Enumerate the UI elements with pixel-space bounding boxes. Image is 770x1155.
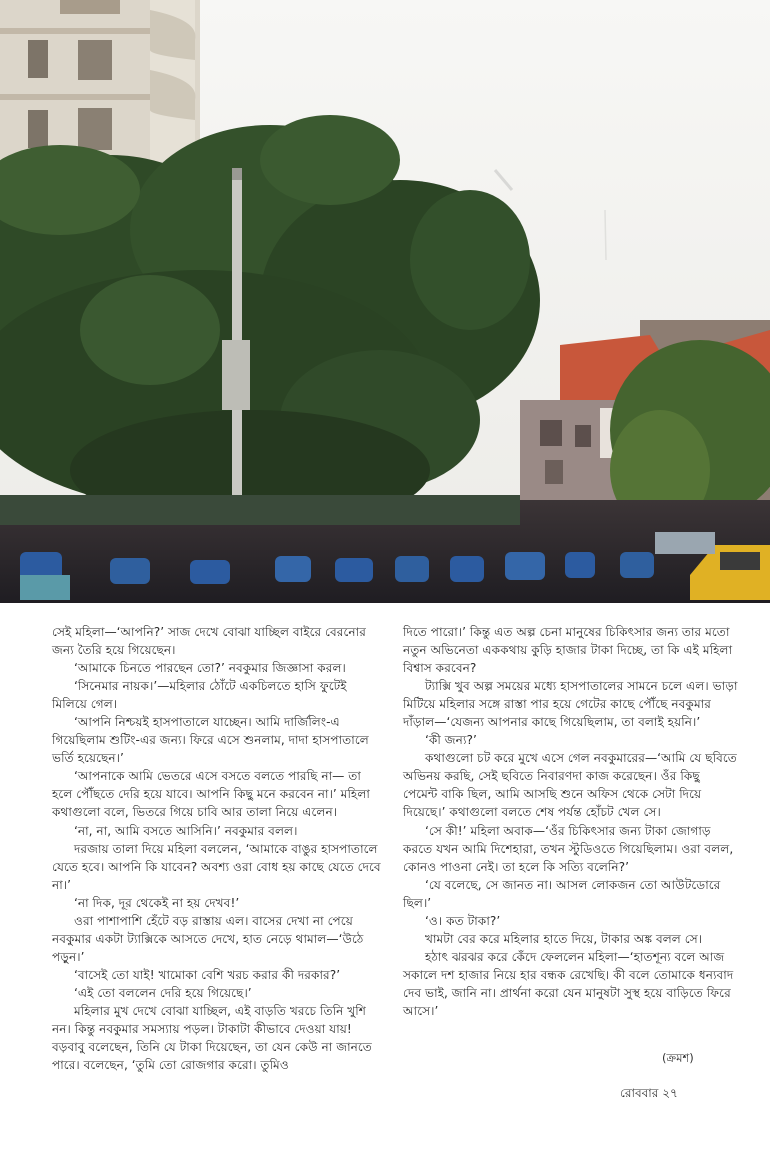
paragraph: ‘না দিক, দূর থেকেই না হয় দেখব!’ [74,895,240,910]
paragraph: সেই মহিলা—‘আপনি?’ সাজ দেখে বোঝা যাচ্ছিল বাইরে বেরনোর জন্য তৈরি হয়ে গিয়েছেন। [52,625,366,658]
paragraph: ‘এই তো বললেন দেরি হয়ে গিয়েছে।’ [74,985,252,1000]
paragraph: ‘সে কী!’ মহিলা অবাক—‘ওঁর চিকিৎসার জন্য টাকা জোগাড় করতে যখন আমি দিশেহারা, তখন স্টুডিওতে গিয়েছিলাম। ওরা বলল, কোনও পাওনা নেই। তা হলে কি সত্যি বলেনি?’ [403,823,734,874]
paragraph: ‘যে বলেছে, সে জানত না। আসল লোকজন তো আউটডোরে ছিল।’ [403,877,721,910]
paragraph: দরজায় তালা দিয়ে মহিলা বললেন, ‘আমাকে বাঙুর হাসপাতালে যেতে হবে। আপনি কি যাবেন? অবশ্য ওরা বোধ হয় কাছে যেতে দেবে না।’ [52,841,381,892]
sky-streak [605,210,606,260]
continued-marker: (ক্রমশ) [662,1051,694,1065]
paragraph: ‘আপনি নিশ্চয়ই হাসপাতালে যাচ্ছেন। আমি দার্জিলিং-এ গিয়েছিলাম শুটিং-এর জন্য। ফিরে এসে শুনলাম, দাদা হাসপাতালে ভর্তি হয়েছেন।’ [52,715,369,766]
page-folio: রোববার ২৭ [620,1086,678,1100]
paragraph: ‘কী জন্য?’ [425,733,477,748]
paragraph: মহিলার মুখ দেখে বোঝা যাচ্ছিল, এই বাড়তি খরচে তিনি খুশি নন। কিন্তু নবকুমার সমস্যায় পড়ল। টাকাটা কীভাবে দেওয়া যায়! বড়বাবু বলেছেন, তিনি যে টাকা দিয়েছেন, তা যেন কেউ না জানতে পারে। বলেছেন, ‘তুমি তো রোজগার করো। তুমিও [52,1003,372,1073]
roadside-wall [0,495,520,525]
paragraph: ‘বাসেই তো যাই! খামোকা বেশি খরচ করার কী দরকার?’ [74,967,341,982]
paragraph: ট্যাক্সি খুব অল্প সময়ের মধ্যে হাসপাতালের সামনে চলে এল। ভাড়া মিটিয়ে মহিলার সঙ্গে রাস্তা পার হয়ে গেটের কাছে পৌঁছে নবকুমার দাঁড়াল—‘যেজন্য আপনার কাছে গিয়েছিলাম, তা বলাই হয়নি।’ [403,679,738,730]
paragraph: খামটা বের করে মহিলার হাতে দিয়ে, টাকার অঙ্ক বলল সে। [425,931,703,946]
paragraph: কথাগুলো চট করে মুখে এসে গেল নবকুমারের—‘আমি যে ছবিতে অভিনয় করছি, সেই ছবিতে নিবারণদা কাজ করেছেন। ওঁর কিছু পেমেন্ট বাকি ছিল, আমি আসছি শুনে অফিস থেকে সেটা দিয়ে দিয়েছে।’ কথাগুলো বলতে শেষ পর্যন্ত হোঁচট খেল সে। [403,751,737,820]
paragraph: ‘সিনেমার নায়ক।’—মহিলার ঠোঁটে একচিলতে হাসি ফুটেই মিলিয়ে গেল। [52,679,347,712]
paragraph: ‘না, না, আমি বসতে আসিনি।’ নবকুমার বলল। [74,823,298,838]
article-column-left [52,623,382,1074]
paragraph: হঠাৎ ঝরঝর করে কেঁদে ফেললেন মহিলা—‘হাতশূন্য বলে আজ সকালে দশ হাজার নিয়ে হার বন্ধক রেখেছি। কী বলে তোমাকে ধন্যবাদ দেব ভাই, জানি না। প্রার্থনা করো যেন মানুষটা সুস্থ হয়ে বাড়িতে ফিরে আসে।’ [403,949,734,1018]
paragraph: ওরা পাশাপাশি হেঁটে বড় রাস্তায় এল। বাসের দেখা না পেয়ে নবকুমার একটা ট্যাক্সিকে আসতে দেখে, হাত নেড়ে থামাল—‘উঠে পড়ুন।’ [52,913,364,964]
bus [655,532,715,554]
paragraph: ‘আপনাকে আমি ভেতরে এসে বসতে বলতে পারছি না— তা হলে পৌঁছতে দেরি হয়ে যাবে। আপনি কিছু মনে করবেন না।’ মহিলা কথাগুলো বলে, ভিতরে গিয়ে চাবি আর তালা নিয়ে এলেন। [52,769,370,820]
paragraph: ‘ও। কত টাকা?’ [425,913,501,928]
paragraph: ‘আমাকে চিনতে পারছেন তো?’ নবকুমার জিজ্ঞাসা করল। [74,661,346,676]
paragraph: দিতে পারো।’ কিন্তু এত অল্প চেনা মানুষের চিকিৎসার জন্য তার মতো নতুন অভিনেতা এককথায় কুড়ি হাজার টাকা দিচ্ছে, তা কি এই মহিলা বিশ্বাস করবেন? [403,625,733,676]
article-column-right [403,623,738,1020]
